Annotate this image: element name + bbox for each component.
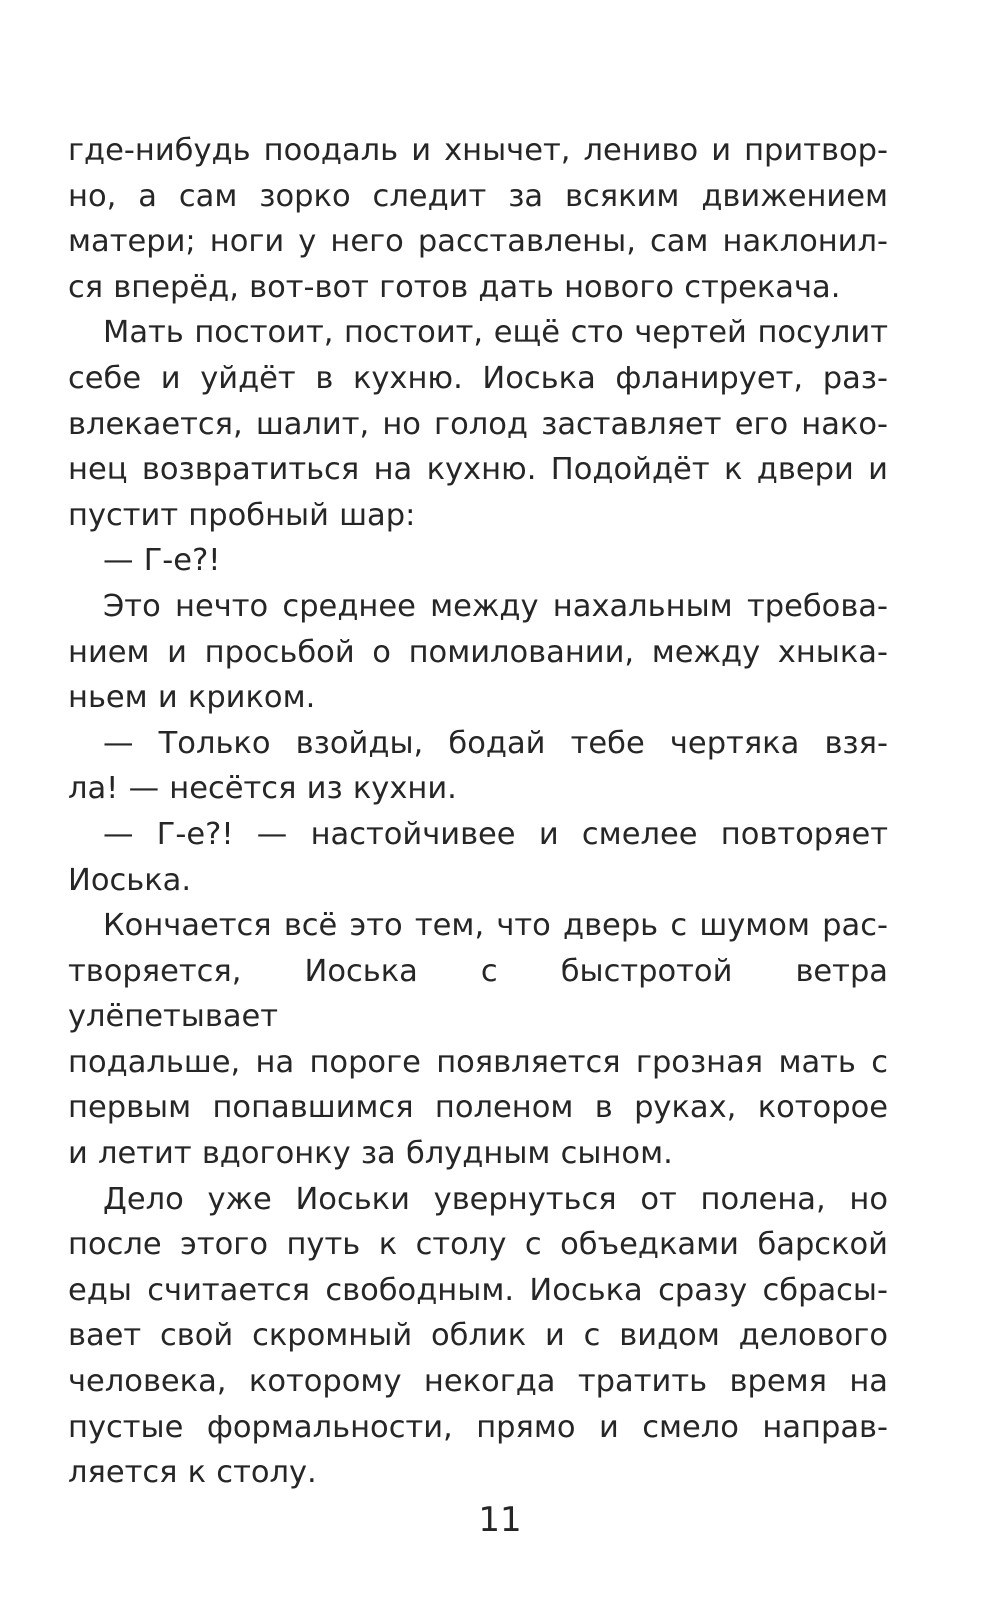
text-line: Мать постоит, постоит, ещё сто чертей посулит bbox=[103, 315, 888, 351]
text-line: — Г-е?! — настойчивее и смелее повторяет bbox=[103, 816, 888, 852]
text-line: человека, которому некогда тратить время на bbox=[68, 1364, 888, 1400]
text-line: ньем и криком. bbox=[68, 680, 316, 716]
text-line: себе и уйдёт в кухню. Иоська фланирует, раз- bbox=[68, 360, 888, 396]
text-line: после этого путь к столу с объедками барской bbox=[68, 1227, 888, 1263]
page-number: 11 bbox=[478, 1500, 522, 1540]
text-line: где-нибудь поодаль и хнычет, лениво и притвор- bbox=[68, 133, 888, 168]
text-line: — Только взойды, бодай тебе чертяка взя- bbox=[103, 725, 888, 761]
text-line: первым попавшимся поленом в руках, которое bbox=[68, 1090, 888, 1126]
text-line: Иоська. bbox=[68, 862, 192, 898]
text-line: Кончается всё это тем, что дверь с шумом рас- bbox=[103, 908, 888, 944]
text-line: влекается, шалит, но голод заставляет его нако- bbox=[68, 406, 888, 442]
text-line: вает свой скромный облик и с видом делового bbox=[68, 1318, 888, 1354]
text-line: еды считается свободным. Иоська сразу сбрасы- bbox=[68, 1272, 888, 1308]
text-line: Дело уже Иоськи увернуться от полена, но bbox=[103, 1181, 888, 1217]
body-text bbox=[68, 128, 888, 1496]
text-line: творяется, Иоська с быстротой ветра улёпетывает bbox=[68, 953, 888, 1035]
text-line: Это нечто среднее между нахальным требова- bbox=[103, 588, 888, 624]
text-line: подальше, на пороге появляется грозная мать с bbox=[68, 1044, 888, 1080]
text-line: и летит вдогонку за блудным сыном. bbox=[68, 1136, 673, 1172]
text-line: нием и просьбой о помиловании, между хныка- bbox=[68, 634, 888, 670]
text-line: пустые формальности, прямо и смело направ- bbox=[68, 1409, 888, 1445]
text-line: — Г-е?! bbox=[103, 543, 221, 579]
text-line: ла! — несётся из кухни. bbox=[68, 771, 457, 807]
text-line: нец возвратиться на кухню. Подойдёт к двери и bbox=[68, 452, 888, 488]
text-line: ся вперёд, вот-вот готов дать нового стрекача. bbox=[68, 269, 841, 305]
text-line: матери; ноги у него расставлены, сам наклонил- bbox=[68, 224, 888, 260]
text-line: ляется к столу. bbox=[68, 1455, 317, 1491]
text-line: но, а сам зорко следит за всяким движением bbox=[68, 178, 888, 214]
text-line: пустит пробный шар: bbox=[68, 497, 416, 533]
